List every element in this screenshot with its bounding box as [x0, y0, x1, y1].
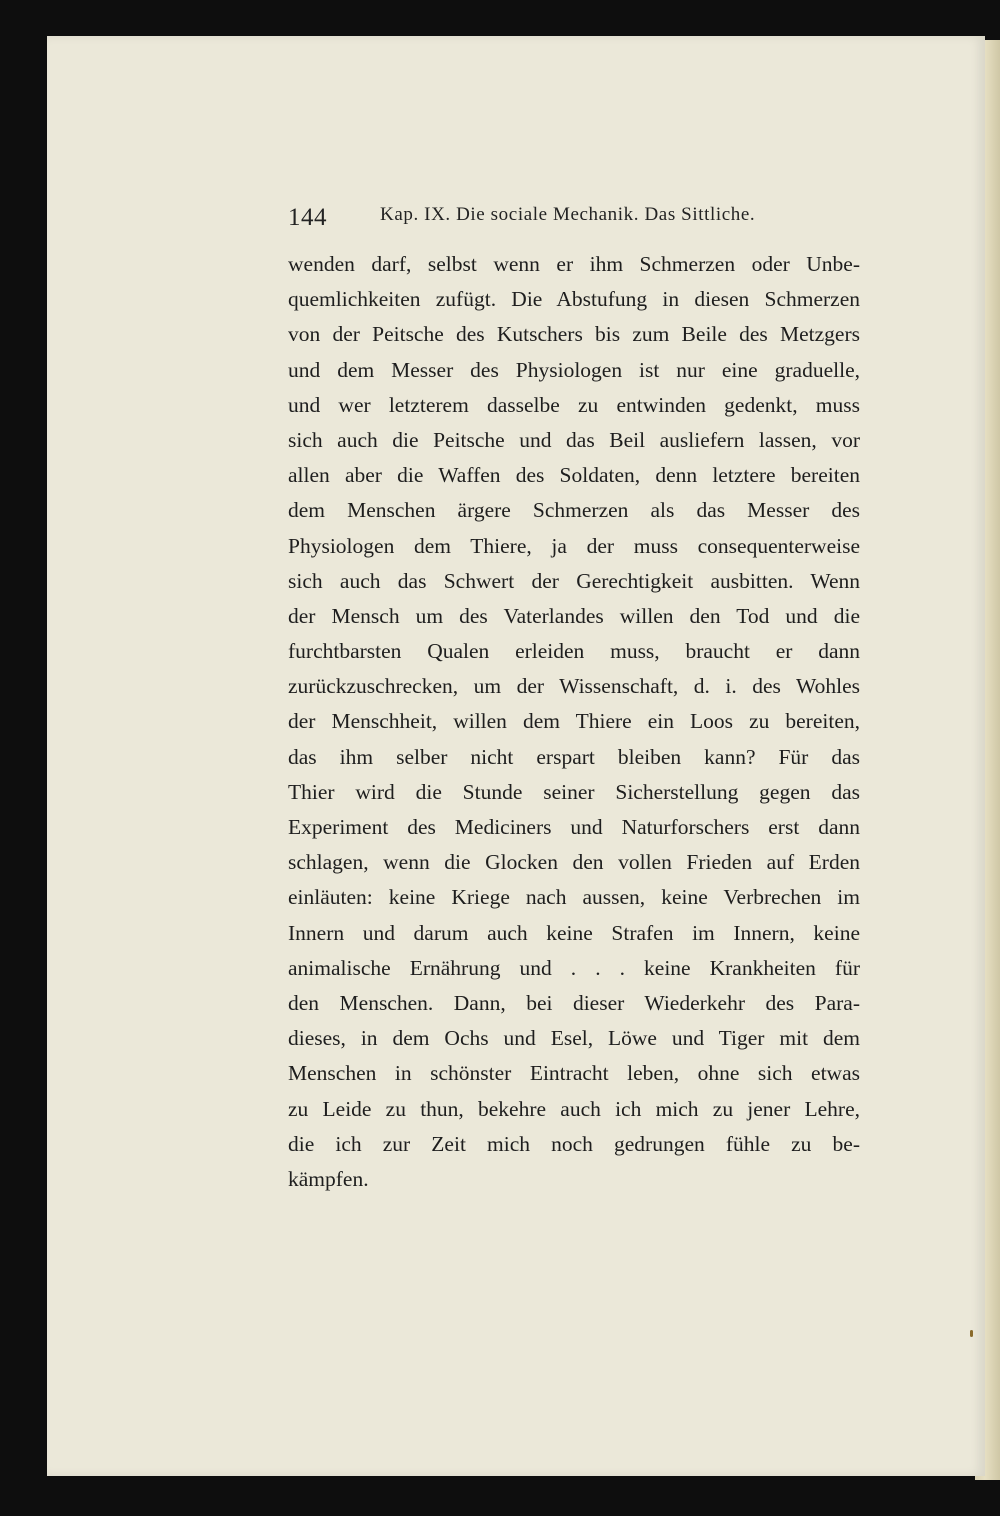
- text-line: einläuten: keine Kriege nach aussen, keine Verbrechen im: [288, 885, 860, 910]
- text-line: und dem Messer des Physiologen ist nur eine graduelle,: [288, 357, 860, 382]
- text-line: Menschen in schönster Eintracht leben, ohne sich etwas: [288, 1061, 860, 1086]
- text-line: Physiologen dem Thiere, ja der muss consequenterweise: [288, 533, 860, 558]
- page-number: 144: [288, 204, 327, 231]
- text-line: allen aber die Waffen des Soldaten, denn letztere bereiten: [288, 463, 860, 488]
- text-line: sich auch das Schwert der Gerechtigkeit ausbitten. Wenn: [288, 568, 860, 593]
- text-line: sich auch die Peitsche und das Beil ausliefern lassen, vor: [288, 427, 860, 452]
- running-head: [288, 200, 868, 240]
- text-line: das ihm selber nicht erspart bleiben kann? Für das: [288, 744, 860, 769]
- text-line: dieses, in dem Ochs und Esel, Löwe und Tiger mit dem: [288, 1026, 860, 1051]
- text-line: wenden darf, selbst wenn er ihm Schmerzen oder Unbe-: [288, 252, 860, 276]
- text-line: der Menschheit, willen dem Thiere ein Loos zu bereiten,: [288, 709, 860, 734]
- text-line: von der Peitsche des Kutschers bis zum Beile des Metzgers: [288, 322, 860, 347]
- chapter-title: Kap. IX. Die sociale Mechanik. Das Sittliche.: [380, 204, 756, 225]
- text-line: dem Menschen ärgere Schmerzen als das Messer des: [288, 498, 860, 523]
- text-line: Experiment des Mediciners und Naturforschers erst dann: [288, 815, 860, 839]
- body-text: [288, 247, 860, 1197]
- text-line: Thier wird die Stunde seiner Sicherstellung gegen das: [288, 779, 860, 804]
- text-line: quemlichkeiten zufügt. Die Abstufung in diesen Schmerzen: [288, 287, 860, 312]
- text-line: animalische Ernährung und . . . keine Krankheiten für: [288, 955, 860, 980]
- paper-speck: [970, 1330, 973, 1337]
- text-line: der Mensch um des Vaterlandes willen den Tod und die: [288, 603, 860, 628]
- text-line: Innern und darum auch keine Strafen im Innern, keine: [288, 920, 860, 945]
- text-line: schlagen, wenn die Glocken den vollen Frieden auf Erden: [288, 850, 860, 875]
- text-line: den Menschen. Dann, bei dieser Wiederkehr des Para-: [288, 990, 860, 1015]
- text-line: und wer letzterem dasselbe zu entwinden gedenkt, muss: [288, 392, 860, 417]
- text-line: kämpfen.: [288, 1166, 369, 1191]
- text-line: zurückzuschrecken, um der Wissenschaft, d. i. des Wohles: [288, 674, 860, 699]
- text-line: die ich zur Zeit mich noch gedrungen fühle zu be-: [288, 1131, 860, 1156]
- text-line: furchtbarsten Qualen erleiden muss, braucht er dann: [288, 639, 860, 664]
- text-line: zu Leide zu thun, bekehre auch ich mich zu jener Lehre,: [288, 1096, 860, 1121]
